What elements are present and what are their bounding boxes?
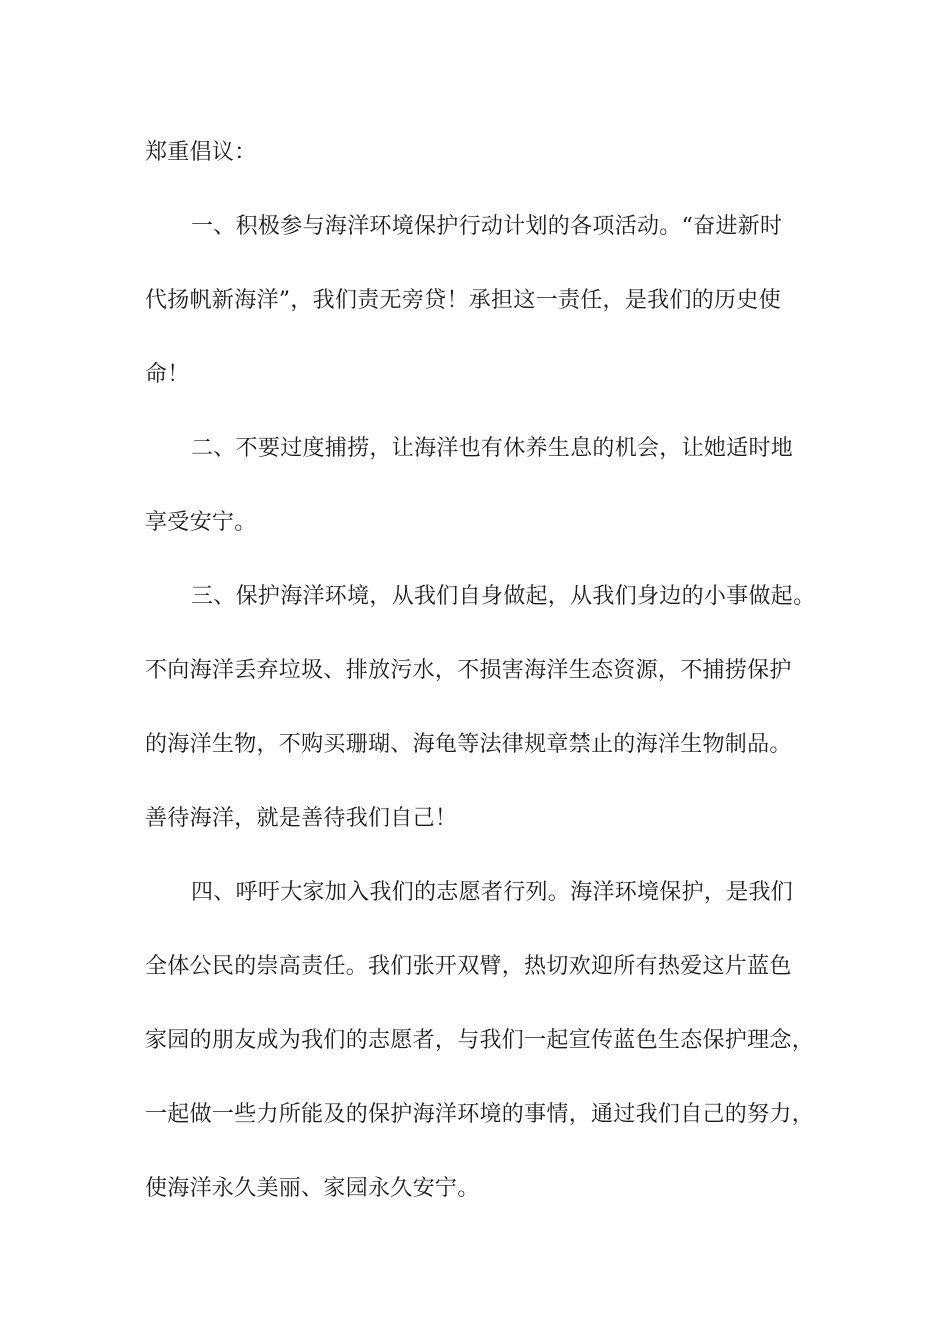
- paragraph-1-line-2: 代扬帆新海洋”，我们责无旁贷！承担这一责任，是我们的历史使: [145, 288, 781, 313]
- paragraph-3-line-3: 的海洋生物，不购买珊瑚、海龟等法律规章禁止的海洋生物制品。: [145, 732, 792, 757]
- paragraph-1-line-1: 一、积极参与海洋环境保护行动计划的各项活动。“奋进新时: [191, 214, 783, 239]
- paragraph-4-line-1: 四、呼吁大家加入我们的志愿者行列。海洋环境保护，是我们: [191, 880, 794, 905]
- paragraph-3-line-2: 不向海洋丢弃垃圾、排放污水，不损害海洋生态资源，不捕捞保护: [145, 658, 792, 683]
- document-body: [145, 116, 825, 1226]
- paragraph-3-line-4: 善待海洋，就是善待我们自己！: [145, 806, 458, 831]
- paragraph-4-line-4: 一起做一些力所能及的保护海洋环境的事情，通过我们自己的努力，: [145, 1102, 815, 1127]
- heading-proposal: 郑重倡议：: [145, 140, 257, 165]
- paragraph-1-line-3: 命！: [145, 362, 190, 387]
- paragraph-4-line-5: 使海洋永久美丽、家园永久安宁。: [145, 1176, 480, 1201]
- paragraph-4-line-2: 全体公民的崇高责任。我们张开双臂，热切欢迎所有热爱这片蓝色: [145, 954, 792, 979]
- paragraph-2-line-1: 二、不要过度捕捞，让海洋也有休养生息的机会，让她适时地: [191, 436, 794, 461]
- paragraph-4-line-3: 家园的朋友成为我们的志愿者，与我们一起宣传蓝色生态保护理念，: [145, 1028, 815, 1053]
- paragraph-2-line-2: 享受安宁。: [145, 510, 257, 535]
- paragraph-3-line-1: 三、保护海洋环境，从我们自身做起，从我们身边的小事做起。: [191, 584, 816, 609]
